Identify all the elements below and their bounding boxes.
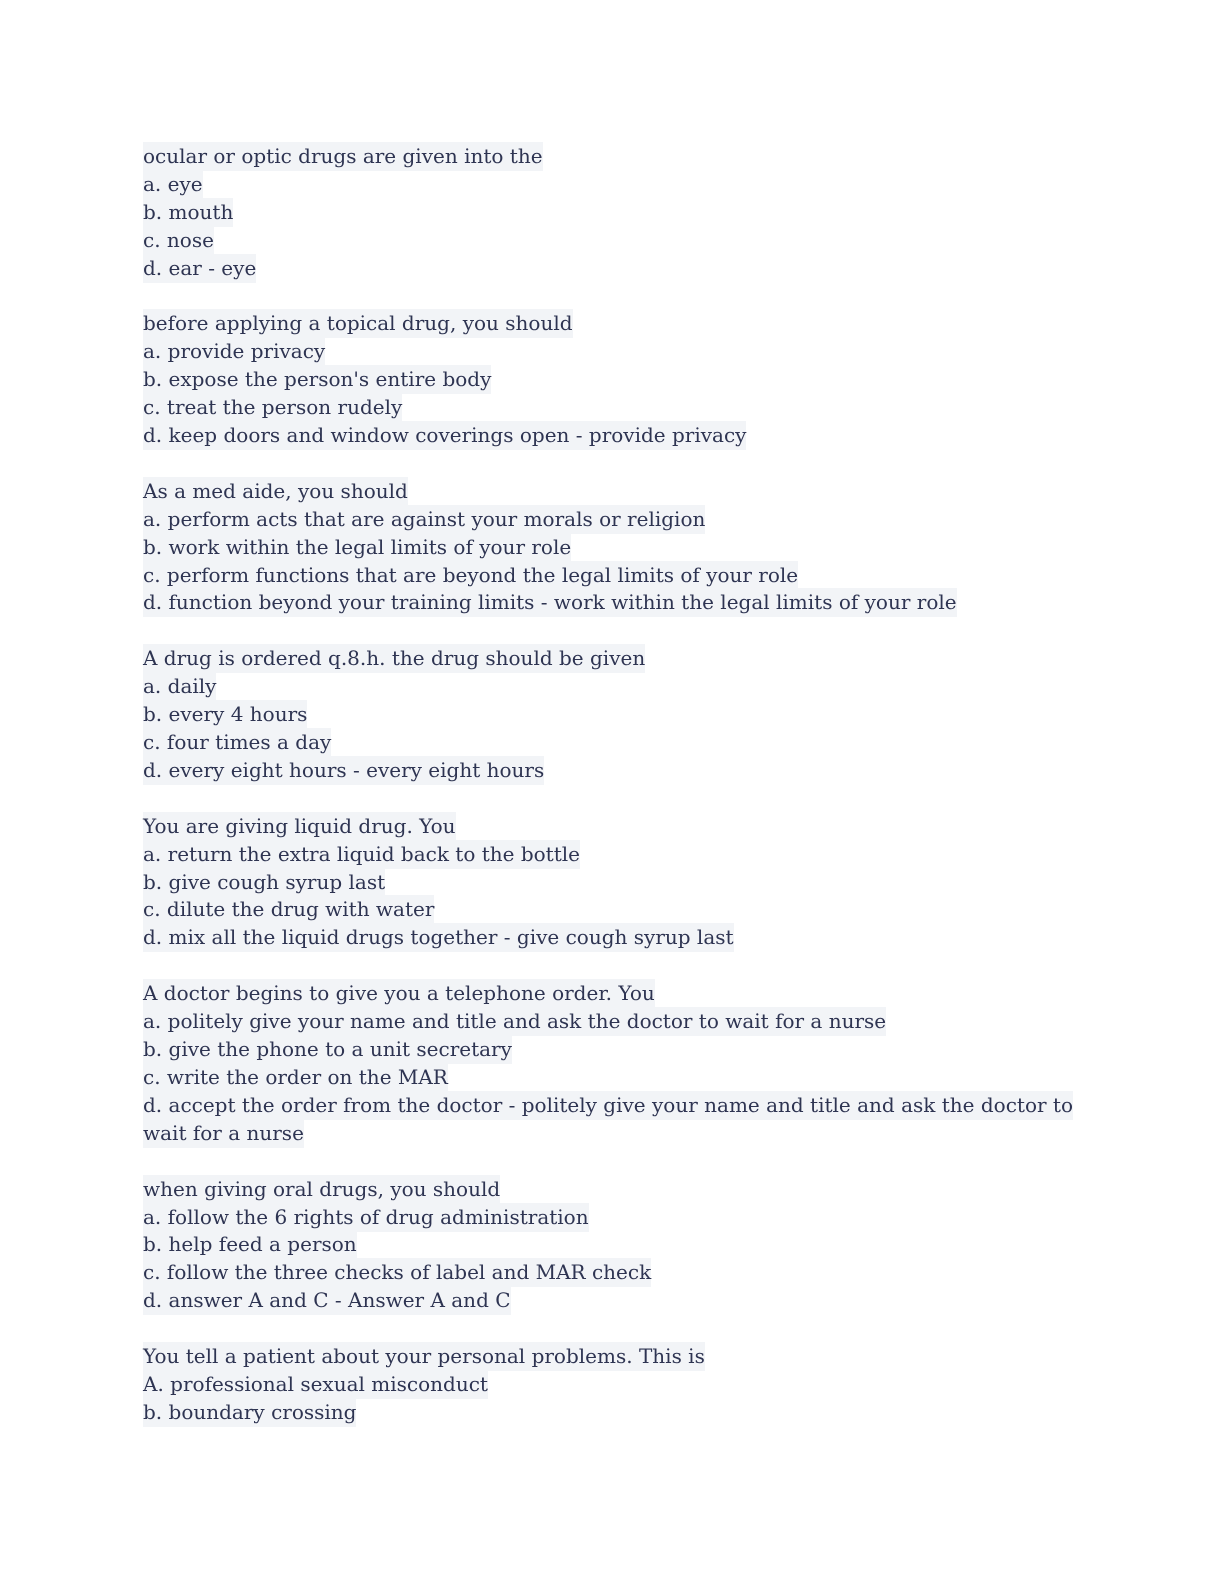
question-7 bbox=[143, 1176, 1103, 1315]
answer-option bbox=[143, 869, 1103, 897]
answer-option bbox=[143, 366, 1103, 394]
answer-option bbox=[143, 729, 1103, 757]
answer-option-text: b. expose the person's entire body bbox=[143, 365, 491, 394]
answer-option-text: a. provide privacy bbox=[143, 337, 325, 366]
question-stem-text: You are giving liquid drug. You bbox=[143, 812, 456, 841]
answer-option-text: c. nose bbox=[143, 226, 214, 255]
question-4 bbox=[143, 645, 1103, 784]
question-3 bbox=[143, 478, 1103, 617]
answer-option bbox=[143, 338, 1103, 366]
answer-option bbox=[143, 171, 1103, 199]
answer-option-text: b. give the phone to a unit secretary bbox=[143, 1035, 512, 1064]
question-stem-text: You tell a patient about your personal problems. This is bbox=[143, 1342, 705, 1371]
question-stem bbox=[143, 1176, 1103, 1204]
question-stem-text: A doctor begins to give you a telephone order. You bbox=[143, 979, 655, 1008]
question-5 bbox=[143, 813, 1103, 952]
question-stem bbox=[143, 478, 1103, 506]
question-stem bbox=[143, 645, 1103, 673]
answer-option bbox=[143, 701, 1103, 729]
answer-option bbox=[143, 562, 1103, 590]
document-page bbox=[143, 143, 1103, 1455]
answer-option bbox=[143, 589, 1103, 617]
answer-option-text: a. follow the 6 rights of drug administration bbox=[143, 1203, 589, 1232]
question-stem bbox=[143, 813, 1103, 841]
answer-option bbox=[143, 841, 1103, 869]
answer-option bbox=[143, 1259, 1103, 1287]
answer-option-text: d. accept the order from the doctor - politely give your name and title and ask the doctor to bbox=[143, 1091, 1073, 1120]
question-stem-text: A drug is ordered q.8.h. the drug should be given bbox=[143, 644, 645, 673]
answer-option-text: d. every eight hours - every eight hours bbox=[143, 756, 544, 785]
answer-option-continuation bbox=[143, 1120, 1103, 1148]
answer-option bbox=[143, 1008, 1103, 1036]
answer-option bbox=[143, 394, 1103, 422]
answer-option-text: c. dilute the drug with water bbox=[143, 895, 434, 924]
answer-option bbox=[143, 1204, 1103, 1232]
answer-option bbox=[143, 757, 1103, 785]
answer-option bbox=[143, 1036, 1103, 1064]
answer-option-text: b. mouth bbox=[143, 198, 233, 227]
answer-option bbox=[143, 1092, 1103, 1120]
answer-option bbox=[143, 422, 1103, 450]
answer-option bbox=[143, 227, 1103, 255]
answer-option bbox=[143, 896, 1103, 924]
answer-option-text: a. eye bbox=[143, 170, 203, 199]
answer-option bbox=[143, 255, 1103, 283]
answer-option-text: a. perform acts that are against your morals or religion bbox=[143, 505, 705, 534]
answer-option bbox=[143, 1371, 1103, 1399]
answer-option bbox=[143, 506, 1103, 534]
answer-option-text: c. follow the three checks of label and MAR check bbox=[143, 1258, 651, 1287]
question-stem bbox=[143, 310, 1103, 338]
answer-option-text: c. four times a day bbox=[143, 728, 331, 757]
answer-option-text: c. write the order on the MAR bbox=[143, 1063, 448, 1092]
answer-option-text: b. work within the legal limits of your role bbox=[143, 533, 571, 562]
question-stem-text: when giving oral drugs, you should bbox=[143, 1175, 500, 1204]
question-stem bbox=[143, 980, 1103, 1008]
answer-option-text: d. answer A and C - Answer A and C bbox=[143, 1286, 511, 1315]
question-stem-text: before applying a topical drug, you should bbox=[143, 309, 573, 338]
answer-option-text: b. give cough syrup last bbox=[143, 868, 385, 897]
question-2 bbox=[143, 310, 1103, 449]
answer-option-text: a. return the extra liquid back to the bottle bbox=[143, 840, 580, 869]
answer-option bbox=[143, 1064, 1103, 1092]
question-6 bbox=[143, 980, 1103, 1147]
answer-option-text: d. mix all the liquid drugs together - give cough syrup last bbox=[143, 923, 734, 952]
answer-option-text: a. politely give your name and title and ask the doctor to wait for a nurse bbox=[143, 1007, 886, 1036]
answer-option bbox=[143, 673, 1103, 701]
answer-option-text: b. every 4 hours bbox=[143, 700, 307, 729]
answer-option-text: c. treat the person rudely bbox=[143, 393, 402, 422]
answer-option-text: A. professional sexual misconduct bbox=[143, 1370, 488, 1399]
answer-option bbox=[143, 1287, 1103, 1315]
answer-option-text: c. perform functions that are beyond the legal limits of your role bbox=[143, 561, 798, 590]
question-stem bbox=[143, 143, 1103, 171]
answer-option-text: d. keep doors and window coverings open - provide privacy bbox=[143, 421, 746, 450]
answer-option-text: a. daily bbox=[143, 672, 216, 701]
question-stem-text: ocular or optic drugs are given into the bbox=[143, 142, 543, 171]
answer-option bbox=[143, 1399, 1103, 1427]
answer-option bbox=[143, 534, 1103, 562]
answer-option bbox=[143, 924, 1103, 952]
question-8 bbox=[143, 1343, 1103, 1427]
answer-option-text: b. help feed a person bbox=[143, 1230, 357, 1259]
answer-option bbox=[143, 199, 1103, 227]
question-stem bbox=[143, 1343, 1103, 1371]
answer-option-text: d. ear - eye bbox=[143, 254, 256, 283]
answer-option bbox=[143, 1231, 1103, 1259]
answer-option-text: b. boundary crossing bbox=[143, 1398, 356, 1427]
question-1 bbox=[143, 143, 1103, 282]
question-stem-text: As a med aide, you should bbox=[143, 477, 408, 506]
answer-option-text: d. function beyond your training limits - work within the legal limits of your role bbox=[143, 588, 957, 617]
answer-option-text: wait for a nurse bbox=[143, 1119, 304, 1148]
